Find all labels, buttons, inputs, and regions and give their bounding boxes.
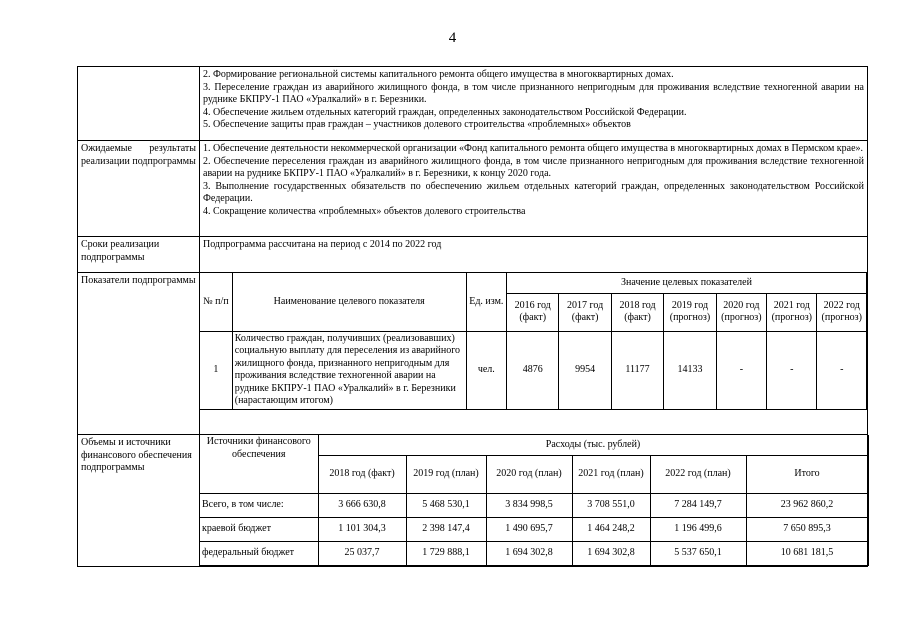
result-item: 2. Обеспечение переселения граждан из аварийного жилищного фонда, в том числе признанного непригодным для проживания вследствие техногенной аварии на руднике БКПРУ-1 ПАО «Уралкалий» в г. Березники, к концу 2020 года. — [203, 155, 864, 179]
fin-value: 10 681 181,5 — [746, 541, 868, 565]
fin-total-header: Итого — [746, 455, 868, 493]
task-item: 3. Переселение граждан из аварийного жилищного фонда, в том числе признанного непригодным для проживания вследствие техногенной аварии на руднике БКПРУ-1 ПАО «Уралкалий» в г. Березники. — [203, 81, 864, 105]
fin-value: 2 398 147,4 — [406, 517, 486, 541]
task-item: 2. Формирование региональной системы капитального ремонта общего имущества в многоквартирных домах. — [203, 69, 674, 80]
expected-results-label: Ожидаемые результаты реализации подпрограммы — [78, 141, 200, 237]
col-num-header: № п/п — [200, 273, 232, 331]
financing-data-row — [200, 493, 868, 517]
col-name-header: Наименование целевого показателя — [232, 273, 466, 331]
fin-value: 5 468 530,1 — [406, 493, 486, 517]
indicator-value: 4876 — [506, 331, 558, 409]
fin-source: Всего, в том числе: — [200, 493, 318, 517]
fin-value: 1 464 248,2 — [572, 517, 650, 541]
indicator-unit: чел. — [466, 331, 506, 409]
fin-value: 1 101 304,3 — [318, 517, 406, 541]
indicator-value: 11177 — [611, 331, 663, 409]
fin-value: 3 666 630,8 — [318, 493, 406, 517]
year-header: 2021 год (прогноз) — [767, 293, 817, 331]
fin-value: 3 708 551,0 — [572, 493, 650, 517]
year-header: 2018 год (факт) — [611, 293, 663, 331]
indicators-row — [78, 273, 868, 435]
indicator-name: Количество граждан, получивших (реализовавших) социальную выплату для переселения из аварийного жилищного фонда, признанного непригодным для проживания вследствие техногенной аварии на руднике БКПРУ-1 ПАО «Уралкалий» в г. Березники (нарастающим итогом) — [232, 331, 466, 409]
financing-data-row — [200, 517, 868, 541]
year-header: 2016 год (факт) — [506, 293, 558, 331]
indicator-value: 14133 — [664, 331, 716, 409]
fin-source: краевой бюджет — [200, 517, 318, 541]
expected-results-row — [78, 141, 868, 237]
col-expenses-header: Расходы (тыс. рублей) — [318, 435, 868, 455]
year-header: 2017 год (факт) — [559, 293, 611, 331]
year-header: 2019 год (прогноз) — [664, 293, 716, 331]
tasks-row — [78, 67, 868, 141]
result-item: 3. Выполнение государственных обязательств по обеспечению жильем отдельных категорий граждан, определенных законодательством Российской Федерации. — [203, 180, 864, 204]
terms-text: Подпрограмма рассчитана на период с 2014 по 2022 год — [200, 237, 868, 273]
indicator-value: - — [817, 331, 867, 409]
expected-results-content — [200, 141, 868, 237]
indicator-num: 1 — [200, 331, 232, 409]
indicator-value: - — [716, 331, 766, 409]
col-source-header: Источники финансового обеспечения — [200, 435, 318, 493]
financing-label: Объемы и источники финансового обеспечения подпрограммы — [78, 435, 200, 567]
tasks-label-cell — [78, 67, 200, 141]
terms-row — [78, 237, 868, 273]
fin-value: 5 537 650,1 — [650, 541, 746, 565]
fin-value: 1 729 888,1 — [406, 541, 486, 565]
fin-year-header: 2022 год (план) — [650, 455, 746, 493]
col-unit-header: Ед. изм. — [466, 273, 506, 331]
fin-source: федеральный бюджет — [200, 541, 318, 565]
fin-year-header: 2020 год (план) — [486, 455, 572, 493]
task-item: 4. Обеспечение жильем отдельных категорий граждан, определенных законодательством Российской Федерации. — [203, 106, 687, 118]
financing-row — [78, 435, 868, 567]
indicators-table — [200, 273, 867, 410]
fin-value: 25 037,7 — [318, 541, 406, 565]
fin-value: 1 196 499,6 — [650, 517, 746, 541]
col-values-header: Значение целевых показателей — [506, 273, 866, 293]
page-number: 4 — [448, 30, 457, 46]
terms-label: Сроки реализации подпрограммы — [78, 237, 200, 273]
indicator-row — [200, 331, 867, 409]
indicator-value: 9954 — [559, 331, 611, 409]
financing-data-row — [200, 541, 868, 565]
tasks-content — [200, 67, 868, 141]
result-item: 1. Обеспечение деятельности некоммерческой организации «Фонд капитального ремонта общего имущества в многоквартирных домах в Пермском крае». — [203, 143, 864, 154]
fin-value: 1 694 302,8 — [486, 541, 572, 565]
fin-value: 7 650 895,3 — [746, 517, 868, 541]
fin-value: 1 694 302,8 — [572, 541, 650, 565]
fin-year-header: 2018 год (факт) — [318, 455, 406, 493]
fin-value: 1 490 695,7 — [486, 517, 572, 541]
subprogram-passport-table — [77, 66, 868, 567]
year-header: 2022 год (прогноз) — [817, 293, 867, 331]
indicator-value: - — [767, 331, 817, 409]
fin-value: 23 962 860,2 — [746, 493, 868, 517]
fin-year-header: 2021 год (план) — [572, 455, 650, 493]
year-header: 2020 год (прогноз) — [716, 293, 766, 331]
fin-value: 3 834 998,5 — [486, 493, 572, 517]
indicators-label: Показатели подпрограммы — [78, 273, 200, 435]
fin-year-header: 2019 год (план) — [406, 455, 486, 493]
task-item: 5. Обеспечение защиты прав граждан – участников долевого строительства «проблемных» объектов — [203, 119, 631, 130]
fin-value: 7 284 149,7 — [650, 493, 746, 517]
result-item: 4. Сокращение количества «проблемных» объектов долевого строительства — [203, 205, 526, 217]
financing-table — [200, 435, 869, 566]
